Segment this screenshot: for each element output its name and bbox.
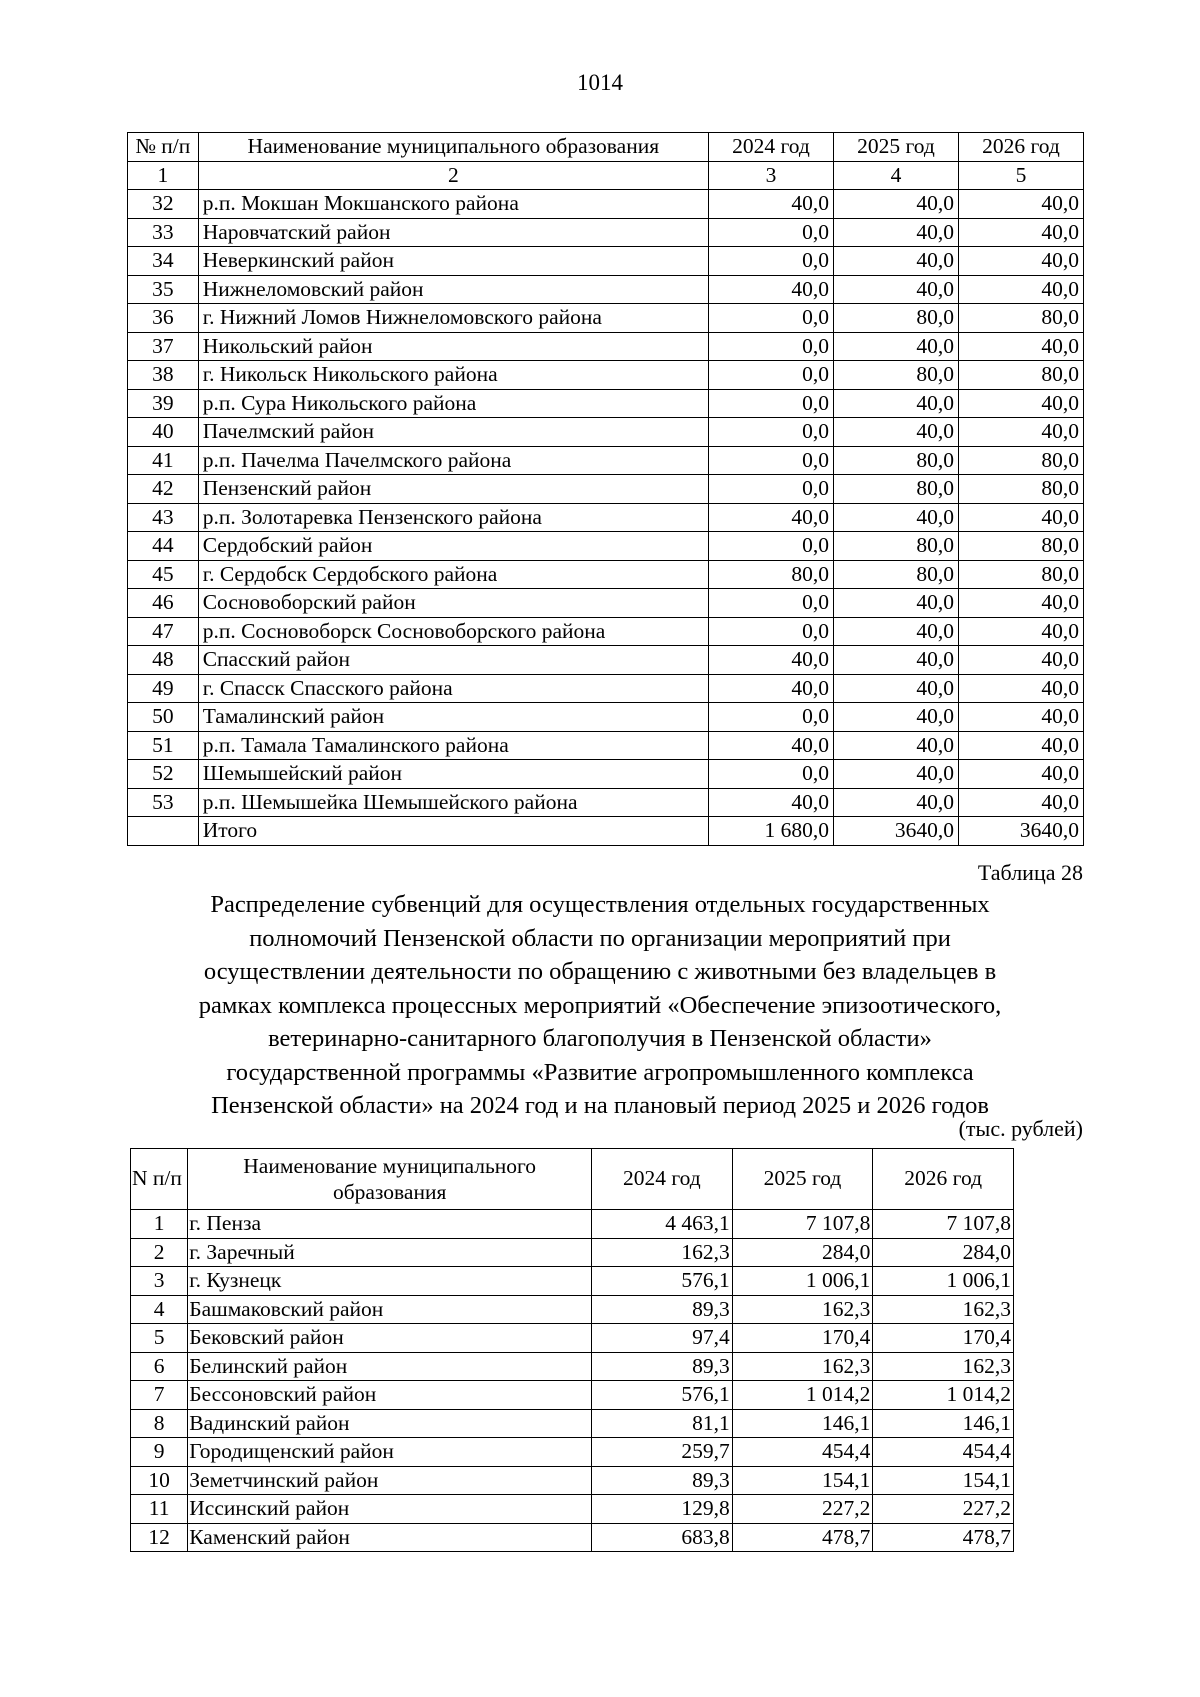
row-number: 4 <box>131 1295 188 1324</box>
municipality-name: р.п. Золотаревка Пензенского района <box>198 503 708 532</box>
value-2026: 40,0 <box>958 589 1083 618</box>
header-2025: 2025 год <box>833 133 958 162</box>
table-row <box>128 703 1084 732</box>
value-2026: 80,0 <box>958 361 1083 390</box>
row-number: 11 <box>131 1495 188 1524</box>
table-row <box>128 617 1084 646</box>
table-row <box>131 1352 1014 1381</box>
municipality-name: г. Никольск Никольского района <box>198 361 708 390</box>
value-2024: 0,0 <box>708 475 833 504</box>
row-number: 32 <box>128 190 199 219</box>
row-number: 36 <box>128 304 199 333</box>
municipality-name: г. Пенза <box>188 1210 592 1239</box>
municipality-name: г. Спасск Спасского района <box>198 674 708 703</box>
value-2026: 478,7 <box>873 1523 1014 1552</box>
table-row <box>128 560 1084 589</box>
municipality-name: Башмаковский район <box>188 1295 592 1324</box>
value-2024: 89,3 <box>592 1352 733 1381</box>
row-number: 9 <box>131 1438 188 1467</box>
value-2025: 40,0 <box>833 275 958 304</box>
table-row <box>128 589 1084 618</box>
value-2025: 40,0 <box>833 646 958 675</box>
table-row <box>128 532 1084 561</box>
row-number: 6 <box>131 1352 188 1381</box>
value-2025: 40,0 <box>833 617 958 646</box>
row-number: 51 <box>128 731 199 760</box>
municipality-name: г. Кузнецк <box>188 1267 592 1296</box>
municipality-name: г. Сердобск Сердобского района <box>198 560 708 589</box>
value-2024: 40,0 <box>708 646 833 675</box>
municipality-name: Спасский район <box>198 646 708 675</box>
row-number: 34 <box>128 247 199 276</box>
table-row <box>128 475 1084 504</box>
municipality-name: Неверкинский район <box>198 247 708 276</box>
row-number: 5 <box>131 1324 188 1353</box>
table-row <box>131 1324 1014 1353</box>
row-number: 8 <box>131 1409 188 1438</box>
row-number: 33 <box>128 218 199 247</box>
row-number: 53 <box>128 788 199 817</box>
municipality-name: Вадинский район <box>188 1409 592 1438</box>
value-2026: 80,0 <box>958 446 1083 475</box>
table-row <box>131 1267 1014 1296</box>
value-2024: 81,1 <box>592 1409 733 1438</box>
value-2025: 227,2 <box>732 1495 873 1524</box>
table-row <box>128 218 1084 247</box>
table-title <box>120 888 1080 1123</box>
value-2025: 80,0 <box>833 560 958 589</box>
value-2026: 40,0 <box>958 503 1083 532</box>
row-number: 3 <box>131 1267 188 1296</box>
value-2024: 0,0 <box>708 247 833 276</box>
value-2026: 227,2 <box>873 1495 1014 1524</box>
table-row <box>131 1381 1014 1410</box>
value-2024: 0,0 <box>708 589 833 618</box>
animal-control-subsidy-table <box>130 1148 1014 1552</box>
table-row <box>131 1295 1014 1324</box>
title-line: полномочий Пензенской области по организации мероприятий при <box>249 924 951 952</box>
value-2024: 40,0 <box>708 674 833 703</box>
value-2026: 1 006,1 <box>873 1267 1014 1296</box>
value-2025: 40,0 <box>833 332 958 361</box>
header-2026: 2026 год <box>958 133 1083 162</box>
row-number: 43 <box>128 503 199 532</box>
header-2024: 2024 год <box>708 133 833 162</box>
table-header-row <box>131 1149 1014 1210</box>
value-2026: 454,4 <box>873 1438 1014 1467</box>
value-2025: 40,0 <box>833 674 958 703</box>
municipality-name: Каменский район <box>188 1523 592 1552</box>
value-2025: 284,0 <box>732 1238 873 1267</box>
column-index: 3 <box>708 161 833 190</box>
header-municipality: Наименование муниципального образования <box>188 1149 592 1210</box>
title-line: рамках комплекса процессных мероприятий «Обеспечение эпизоотического, <box>198 991 1002 1019</box>
table-row <box>128 646 1084 675</box>
municipality-name: Сердобский район <box>198 532 708 561</box>
value-2026: 80,0 <box>958 304 1083 333</box>
value-2024: 0,0 <box>708 446 833 475</box>
table-row <box>131 1466 1014 1495</box>
value-2025: 40,0 <box>833 503 958 532</box>
value-2024: 0,0 <box>708 218 833 247</box>
table-row <box>128 760 1084 789</box>
table-header-row <box>128 133 1084 162</box>
value-2026: 146,1 <box>873 1409 1014 1438</box>
row-number: 12 <box>131 1523 188 1552</box>
value-2026: 40,0 <box>958 247 1083 276</box>
municipality-name: г. Заречный <box>188 1238 592 1267</box>
value-2024: 576,1 <box>592 1267 733 1296</box>
title-line: ветеринарно-санитарного благополучия в Пензенской области» <box>268 1025 932 1052</box>
municipality-name: Иссинский район <box>188 1495 592 1524</box>
municipality-name: Пачелмский район <box>198 418 708 447</box>
table-row <box>128 190 1084 219</box>
value-2026: 162,3 <box>873 1352 1014 1381</box>
value-2026: 154,1 <box>873 1466 1014 1495</box>
value-2026: 40,0 <box>958 190 1083 219</box>
value-2026: 80,0 <box>958 532 1083 561</box>
value-2024: 0,0 <box>708 760 833 789</box>
table-row <box>128 389 1084 418</box>
value-2025: 478,7 <box>732 1523 873 1552</box>
units-label: (тыс. рублей) <box>958 1116 1083 1141</box>
value-2026: 7 107,8 <box>873 1210 1014 1239</box>
row-number: 38 <box>128 361 199 390</box>
municipality-name: р.п. Мокшан Мокшанского района <box>198 190 708 219</box>
municipality-name: р.п. Шемышейка Шемышейского района <box>198 788 708 817</box>
value-2025: 40,0 <box>833 218 958 247</box>
value-2025: 80,0 <box>833 304 958 333</box>
value-2025: 1 014,2 <box>732 1381 873 1410</box>
table-row <box>131 1523 1014 1552</box>
table-row <box>131 1495 1014 1524</box>
municipality-name: Белинский район <box>188 1352 592 1381</box>
value-2026: 40,0 <box>958 731 1083 760</box>
value-2024: 4 463,1 <box>592 1210 733 1239</box>
value-2025: 154,1 <box>732 1466 873 1495</box>
municipality-name: р.п. Пачелма Пачелмского района <box>198 446 708 475</box>
municipality-name: Тамалинский район <box>198 703 708 732</box>
row-number: 45 <box>128 560 199 589</box>
value-2026: 40,0 <box>958 674 1083 703</box>
value-2024: 80,0 <box>708 560 833 589</box>
value-2026: 40,0 <box>958 788 1083 817</box>
value-2025: 40,0 <box>833 418 958 447</box>
value-2024: 0,0 <box>708 418 833 447</box>
value-2026: 170,4 <box>873 1324 1014 1353</box>
value-2025: 7 107,8 <box>732 1210 873 1239</box>
value-2026: 40,0 <box>958 332 1083 361</box>
row-number: 50 <box>128 703 199 732</box>
table-row <box>128 247 1084 276</box>
row-number: 46 <box>128 589 199 618</box>
value-2026: 40,0 <box>958 389 1083 418</box>
municipality-name: г. Нижний Ломов Нижнеломовского района <box>198 304 708 333</box>
table-row <box>131 1210 1014 1239</box>
value-2024: 162,3 <box>592 1238 733 1267</box>
value-2025: 40,0 <box>833 389 958 418</box>
value-2025: 40,0 <box>833 703 958 732</box>
value-2024: 0,0 <box>708 703 833 732</box>
header-municipality: Наименование муниципального образования <box>198 133 708 162</box>
row-number: 1 <box>131 1210 188 1239</box>
value-2025: 80,0 <box>833 532 958 561</box>
value-2024: 97,4 <box>592 1324 733 1353</box>
row-number <box>128 817 199 846</box>
column-index: 5 <box>958 161 1083 190</box>
header-2024: 2024 год <box>592 1149 733 1210</box>
title-line: Пензенской области» на 2024 год и на плановый период 2025 и 2026 годов <box>211 1092 989 1119</box>
municipality-name: р.п. Сура Никольского района <box>198 389 708 418</box>
row-number: 10 <box>131 1466 188 1495</box>
value-2024: 259,7 <box>592 1438 733 1467</box>
municipality-name: Бессоновский район <box>188 1381 592 1410</box>
value-2025: 40,0 <box>833 731 958 760</box>
row-number: 42 <box>128 475 199 504</box>
row-number: 7 <box>131 1381 188 1410</box>
header-number: N п/п <box>131 1149 188 1210</box>
title-line: осуществлении деятельности по обращению с животными без владельцев в <box>203 958 997 985</box>
value-2025: 40,0 <box>833 589 958 618</box>
table-row <box>128 304 1084 333</box>
header-2025: 2025 год <box>732 1149 873 1210</box>
value-2024: 0,0 <box>708 332 833 361</box>
value-2025: 146,1 <box>732 1409 873 1438</box>
value-2024: 40,0 <box>708 788 833 817</box>
value-2024: 0,0 <box>708 361 833 390</box>
value-2025: 40,0 <box>833 247 958 276</box>
table-row <box>128 817 1084 846</box>
table-row <box>128 731 1084 760</box>
column-index: 1 <box>128 161 199 190</box>
value-2025: 162,3 <box>732 1352 873 1381</box>
value-2024: 40,0 <box>708 731 833 760</box>
value-2024: 89,3 <box>592 1295 733 1324</box>
table-row <box>131 1409 1014 1438</box>
value-2024: 0,0 <box>708 617 833 646</box>
value-2024: 40,0 <box>708 503 833 532</box>
municipality-name: Сосновоборский район <box>198 589 708 618</box>
value-2026: 40,0 <box>958 646 1083 675</box>
value-2024: 576,1 <box>592 1381 733 1410</box>
row-number: 41 <box>128 446 199 475</box>
value-2026: 40,0 <box>958 760 1083 789</box>
row-number: 48 <box>128 646 199 675</box>
value-2026: 40,0 <box>958 617 1083 646</box>
table-label: Таблица 28 <box>977 860 1083 885</box>
value-2026: 40,0 <box>958 275 1083 304</box>
value-2026: 80,0 <box>958 560 1083 589</box>
table-row <box>128 361 1084 390</box>
table-row <box>131 1238 1014 1267</box>
title-line: государственной программы «Развитие агропромышленного комплекса <box>226 1058 974 1086</box>
municipality-name: Городищенский район <box>188 1438 592 1467</box>
page-number: 1014 <box>577 70 623 95</box>
value-2024: 40,0 <box>708 190 833 219</box>
value-2024: 1 680,0 <box>708 817 833 846</box>
table-row <box>131 1438 1014 1467</box>
municipality-name: р.п. Тамала Тамалинского района <box>198 731 708 760</box>
header-2026: 2026 год <box>873 1149 1014 1210</box>
table-row <box>128 788 1084 817</box>
value-2024: 40,0 <box>708 275 833 304</box>
value-2025: 40,0 <box>833 788 958 817</box>
value-2025: 40,0 <box>833 190 958 219</box>
value-2024: 0,0 <box>708 389 833 418</box>
title-line: Распределение субвенций для осуществления отдельных государственных <box>210 891 990 918</box>
row-number: 47 <box>128 617 199 646</box>
table-row <box>128 446 1084 475</box>
value-2025: 170,4 <box>732 1324 873 1353</box>
row-number: 49 <box>128 674 199 703</box>
row-number: 37 <box>128 332 199 361</box>
row-number: 35 <box>128 275 199 304</box>
value-2026: 40,0 <box>958 418 1083 447</box>
value-2024: 89,3 <box>592 1466 733 1495</box>
value-2025: 80,0 <box>833 475 958 504</box>
value-2026: 1 014,2 <box>873 1381 1014 1410</box>
municipality-name: Наровчатский район <box>198 218 708 247</box>
value-2025: 162,3 <box>732 1295 873 1324</box>
value-2026: 80,0 <box>958 475 1083 504</box>
table-row <box>128 674 1084 703</box>
table-body <box>131 1210 1014 1552</box>
municipality-name: Пензенский район <box>198 475 708 504</box>
value-2026: 40,0 <box>958 703 1083 732</box>
value-2025: 40,0 <box>833 760 958 789</box>
value-2024: 0,0 <box>708 304 833 333</box>
header-number: № п/п <box>128 133 199 162</box>
value-2026: 40,0 <box>958 218 1083 247</box>
column-index-row <box>128 161 1084 190</box>
row-number: 52 <box>128 760 199 789</box>
row-number: 2 <box>131 1238 188 1267</box>
municipality-name: Земетчинский район <box>188 1466 592 1495</box>
value-2025: 1 006,1 <box>732 1267 873 1296</box>
value-2025: 3640,0 <box>833 817 958 846</box>
table-row <box>128 418 1084 447</box>
value-2026: 3640,0 <box>958 817 1083 846</box>
value-2026: 284,0 <box>873 1238 1014 1267</box>
value-2024: 0,0 <box>708 532 833 561</box>
subsidy-table-continued <box>127 132 1084 846</box>
value-2025: 80,0 <box>833 446 958 475</box>
value-2025: 80,0 <box>833 361 958 390</box>
table-row <box>128 503 1084 532</box>
column-index: 2 <box>198 161 708 190</box>
value-2025: 454,4 <box>732 1438 873 1467</box>
value-2026: 162,3 <box>873 1295 1014 1324</box>
municipality-name: Никольский район <box>198 332 708 361</box>
row-number: 40 <box>128 418 199 447</box>
municipality-name: Нижнеломовский район <box>198 275 708 304</box>
column-index: 4 <box>833 161 958 190</box>
row-number: 39 <box>128 389 199 418</box>
value-2024: 129,8 <box>592 1495 733 1524</box>
table-body <box>128 190 1084 846</box>
municipality-name: Шемышейский район <box>198 760 708 789</box>
table-row <box>128 332 1084 361</box>
municipality-name: р.п. Сосновоборск Сосновоборского района <box>198 617 708 646</box>
value-2024: 683,8 <box>592 1523 733 1552</box>
table-row <box>128 275 1084 304</box>
municipality-name: Итого <box>198 817 708 846</box>
municipality-name: Бековский район <box>188 1324 592 1353</box>
row-number: 44 <box>128 532 199 561</box>
